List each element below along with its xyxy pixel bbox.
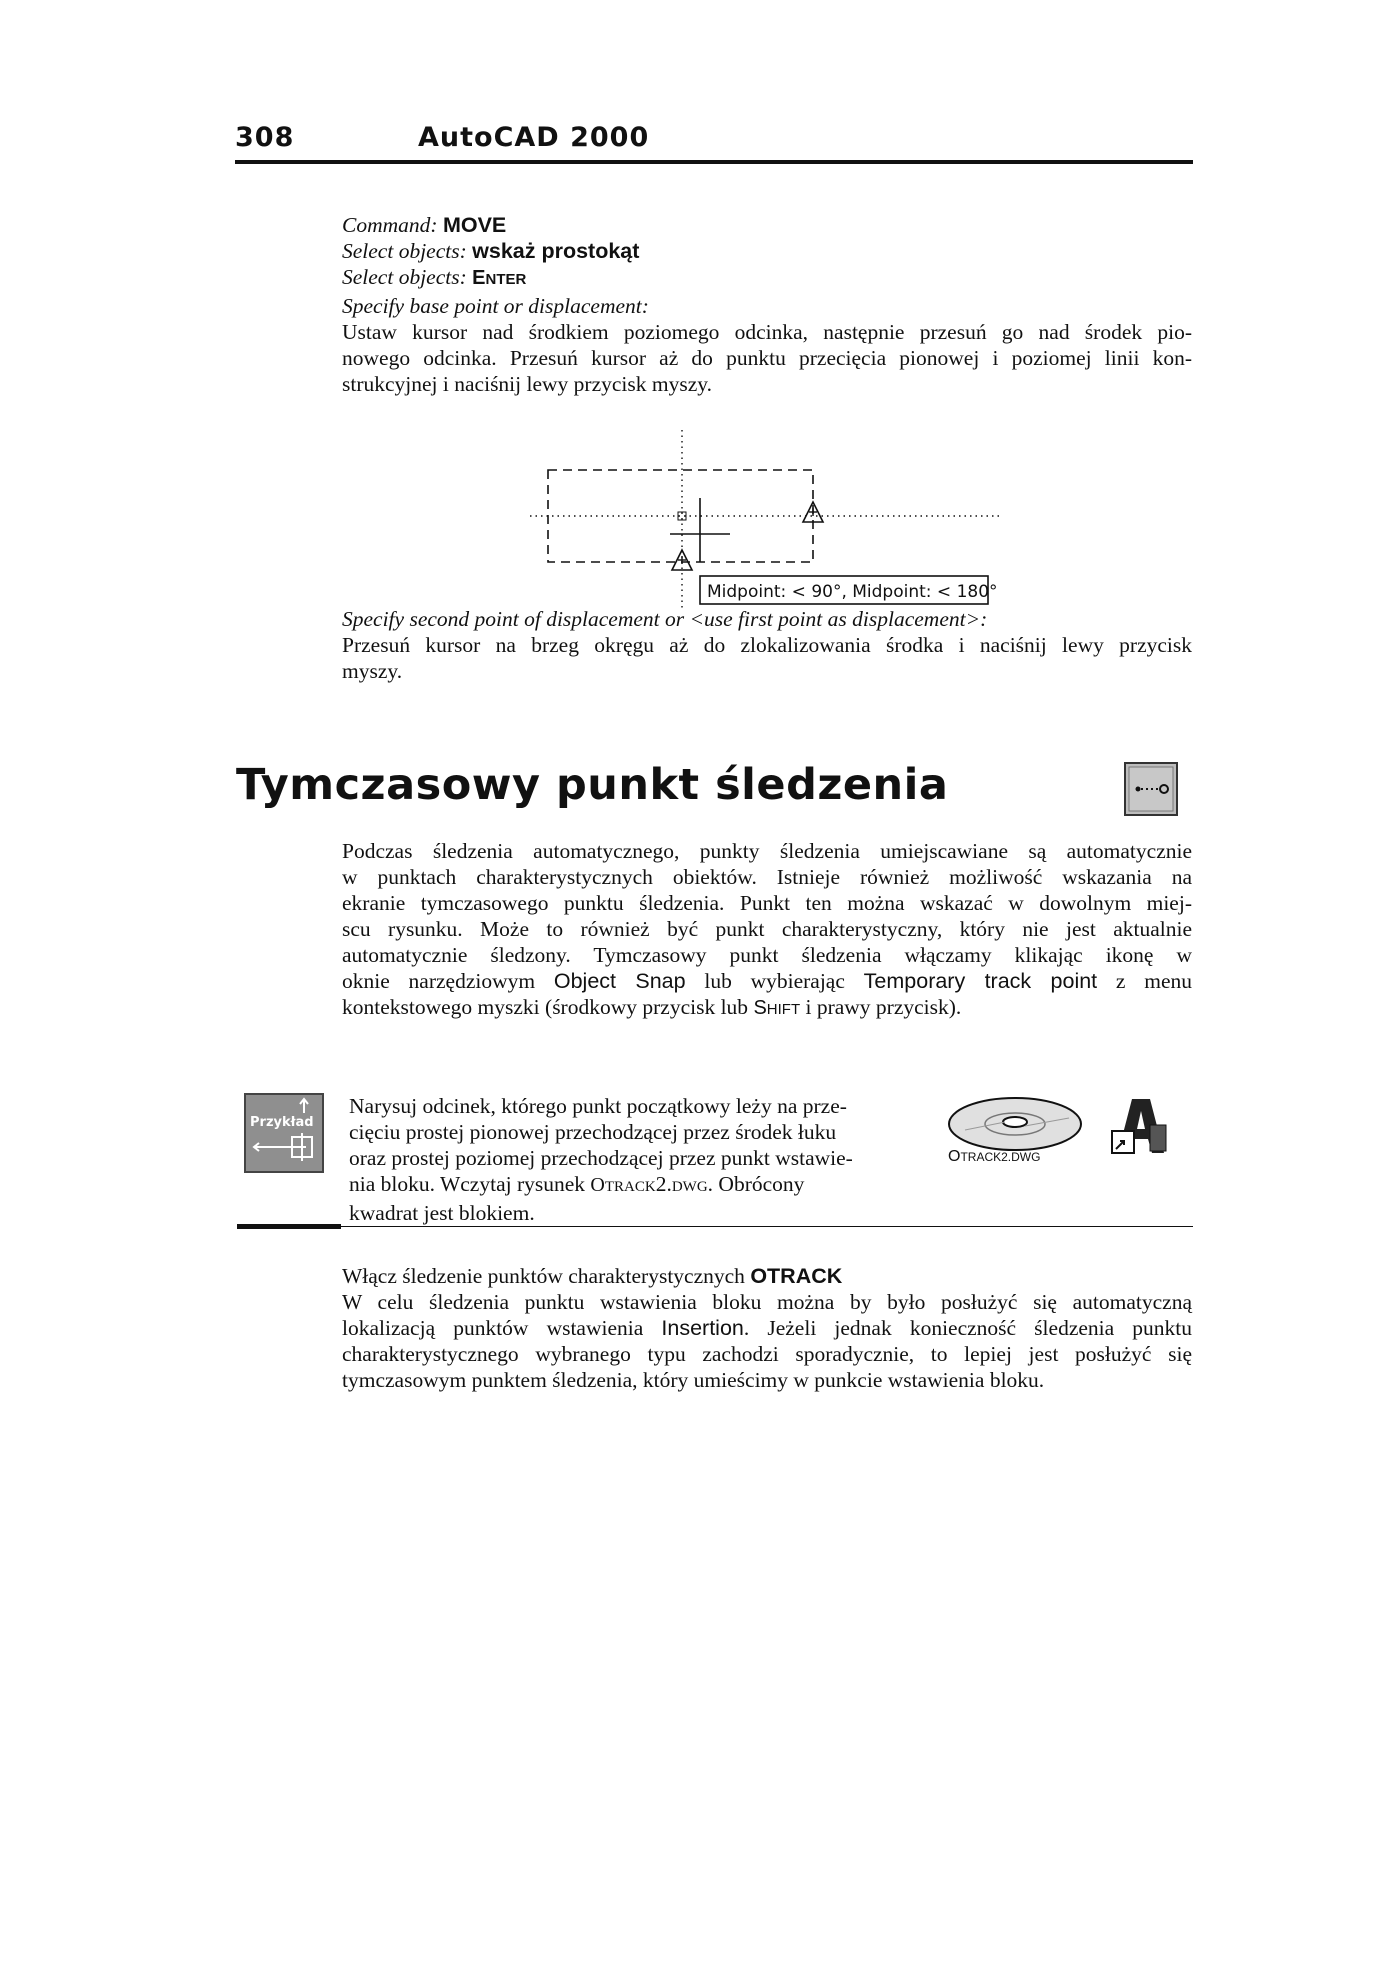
cd-icon [945,1092,1085,1152]
tracking-diagram [520,430,1010,610]
tooltip-text: Midpoint: < 90°, Midpoint: < 180° [707,582,998,602]
example-rule [341,1226,1193,1227]
example-badge-label: Przykład [250,1115,314,1130]
command-prompt: Command: [342,213,438,237]
example-rule-accent [237,1224,341,1229]
command-block [342,212,1192,397]
select-value: wskaż prostokąt [472,239,640,263]
instruction-line: nowego odcinka. Przesuń kursor aż do punktu przecięcia pionowej i poziomej linii kon- [342,346,1192,370]
text-line: kwadrat jest blokiem. [349,1201,535,1225]
instruction-line: strukcyjnej i naciśnij lewy przycisk myszy. [342,372,712,396]
text-line: lokalizacją punktów wstawienia Insertion. Jeżeli jednak konieczność śledzenia punktu [342,1316,1192,1340]
instruction-line: myszy. [342,659,403,683]
text-line: Podczas śledzenia automatycznego, punkty śledzenia umiejscawiane są automatycznie [342,839,1192,863]
select-prompt: Select objects: [342,239,467,263]
intro-paragraph [342,838,1192,1023]
temporary-tracking-point-icon [1124,762,1178,816]
text-line: nia bloku. Wczytaj rysunek OTRACK2.DWG. Obrócony [349,1172,805,1196]
select-prompt-2: Select objects: [342,265,467,289]
text-line: charakterystycznego wybranego typu zachodzi sporadycznie, to lepiej jest posłużyć się [342,1342,1192,1366]
instruction-line: Ustaw kursor nad środkiem poziomego odcinka, następnie przesuń go nad środek pio- [342,320,1192,344]
text-line: oknie narzędziowym Object Snap lub wybierając Temporary track point z menu [342,969,1192,993]
example-text [349,1093,889,1226]
book-title: AutoCAD 2000 [418,122,650,153]
text-line: Włącz śledzenie punktów charakterystycznych OTRACK [342,1264,843,1288]
text-line: w punktach charakterystycznych obiektów. Istnieje również możliwość wskazania na [342,865,1192,889]
insertion-label: Insertion [661,1316,744,1340]
text-line: oraz prostej poziomej przechodzącej przez punkt wstawie- [349,1146,853,1170]
text-line: scu rysunku. Może to również być punkt charakterystyczny, który nie jest aktualnie [342,917,1192,941]
text-line: tymczasowym punktem śledzenia, który umieścimy w punkcie wstawienia bloku. [342,1368,1045,1392]
command-value: MOVE [442,213,507,237]
otrack-label: OTRACK [750,1264,843,1288]
text-line: W celu śledzenia punktu wstawienia bloku można by było posłużyć się automatyczną [342,1290,1192,1314]
text-line: Narysuj odcinek, którego punkt początkowy leży na prze- [349,1094,847,1118]
second-point-block [342,606,1192,684]
instruction-line: Przesuń kursor na brzeg okręgu aż do zlokalizowania środka i naciśnij lewy przycisk [342,633,1192,657]
example-icon [246,1095,322,1171]
enter-key-rest: NTER [485,271,527,288]
otrack-paragraph [342,1263,1192,1393]
example-badge [244,1093,324,1173]
text-line: automatycznie śledzony. Tymczasowy punkt śledzenia włączamy klikając ikonę w [342,943,1192,967]
autocad-icon [1110,1095,1170,1157]
temporary-track-point-label: Temporary track point [863,969,1098,993]
text-line: cięciu prostej pionowej przechodzącej przez środek łuku [349,1120,837,1144]
enter-key-first: E [472,267,486,289]
base-point-prompt: Specify base point or displacement: [342,294,649,318]
section-title: Tymczasowy punkt śledzenia [236,760,949,810]
object-snap-label: Object Snap [553,969,686,993]
second-point-prompt: Specify second point of displacement or <use first point as displacement>: [342,607,988,631]
page-number: 308 [235,122,295,153]
cd-file-label: OTRACK2.DWG [948,1148,1041,1165]
text-line: ekranie tymczasowego punktu śledzenia. Punkt ten można wskazać w dowolnym miej- [342,891,1192,915]
page-header [235,122,1193,164]
text-line: kontekstowego myszki (środkowy przycisk lub SHIFT i prawy przycisk). [342,995,962,1019]
